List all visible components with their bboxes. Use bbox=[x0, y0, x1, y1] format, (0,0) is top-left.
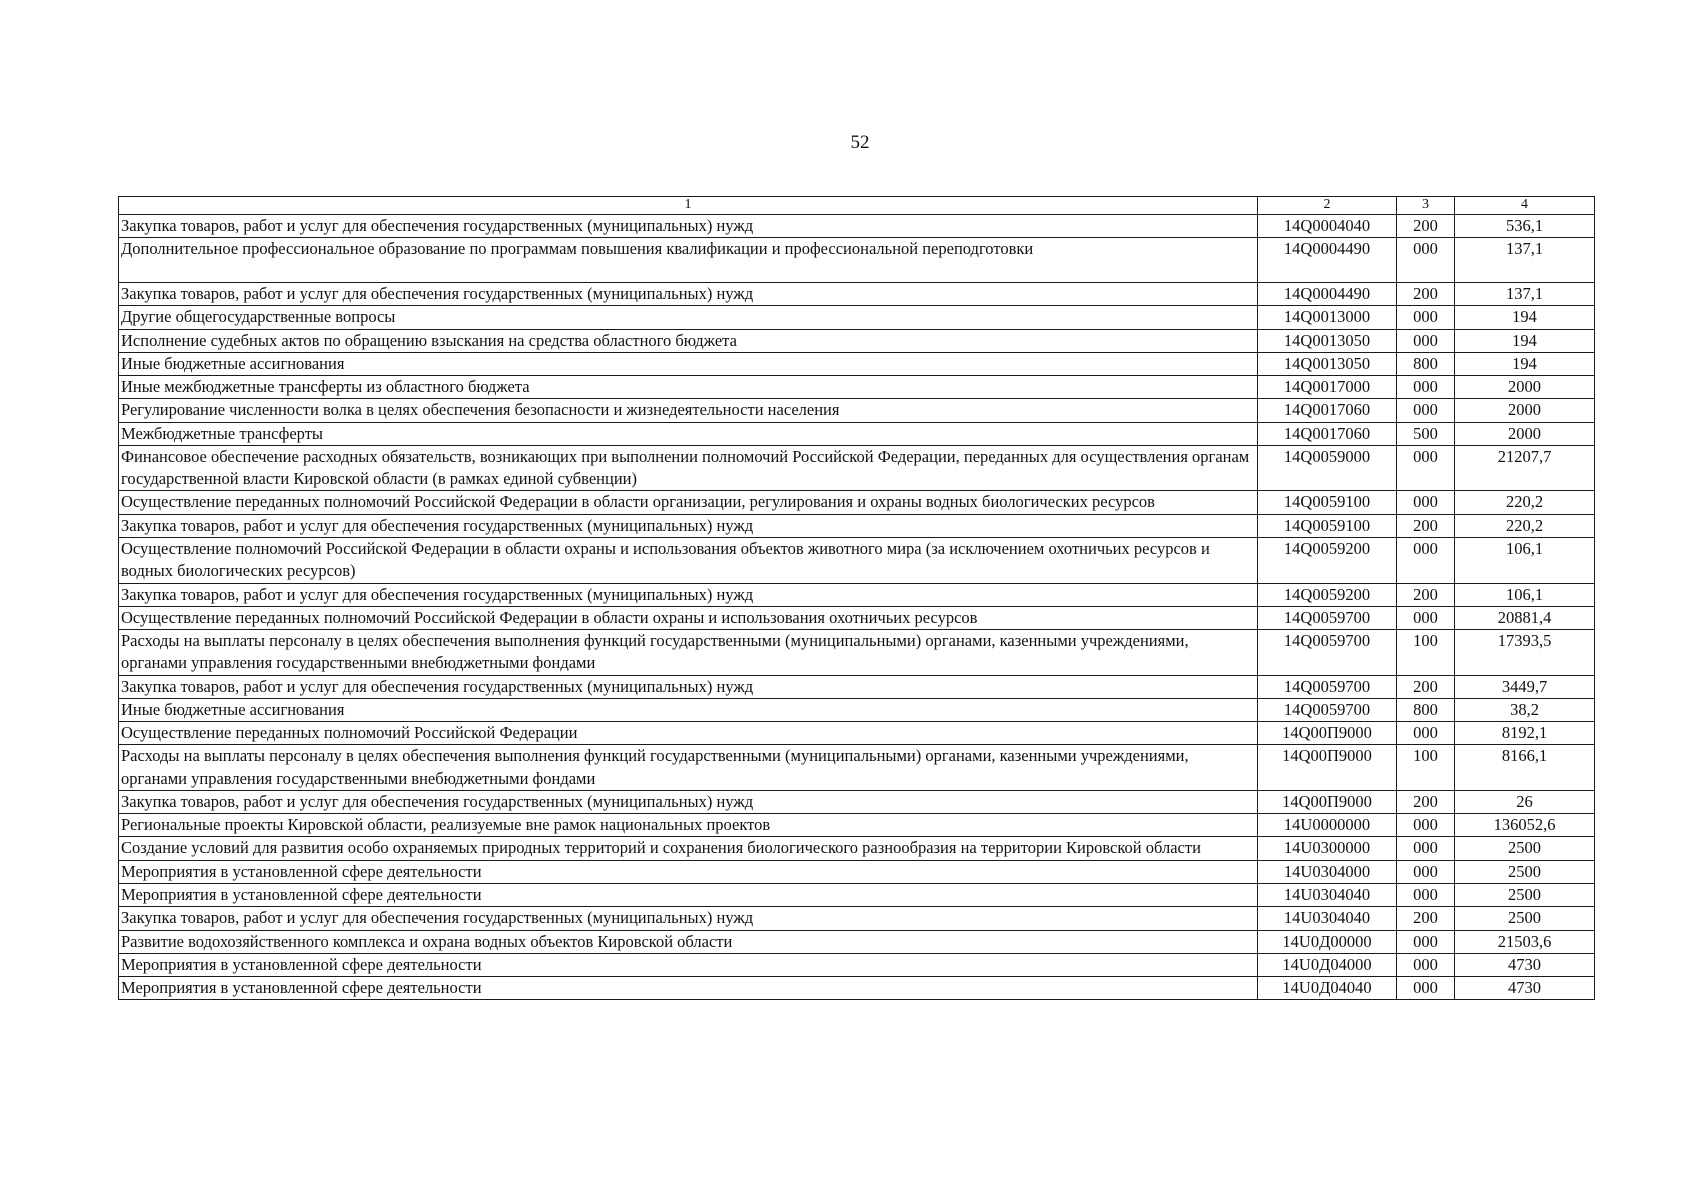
row-type-cell: 000 bbox=[1397, 329, 1455, 352]
row-name-cell: Закупка товаров, работ и услуг для обеспечения государственных (муниципальных) нужд bbox=[119, 214, 1258, 237]
row-amount-cell: 536,1 bbox=[1455, 214, 1595, 237]
row-code-cell: 14U0Д00000 bbox=[1258, 930, 1397, 953]
page-number: 52 bbox=[850, 132, 870, 153]
row-amount-cell: 194 bbox=[1455, 329, 1595, 352]
row-code-cell: 14Q0059200 bbox=[1258, 583, 1397, 606]
row-type-cell: 200 bbox=[1397, 790, 1455, 813]
table-row bbox=[119, 283, 1595, 306]
row-type-cell: 000 bbox=[1397, 606, 1455, 629]
row-code-cell: 14Q00П9000 bbox=[1258, 745, 1397, 791]
row-name-cell: Закупка товаров, работ и услуг для обеспечения государственных (муниципальных) нужд bbox=[119, 790, 1258, 813]
table-row bbox=[119, 860, 1595, 883]
table-row bbox=[119, 583, 1595, 606]
table-row bbox=[119, 977, 1595, 1000]
row-type-cell: 000 bbox=[1397, 399, 1455, 422]
table-row bbox=[119, 883, 1595, 906]
row-type-cell: 800 bbox=[1397, 698, 1455, 721]
row-amount-cell: 2000 bbox=[1455, 376, 1595, 399]
row-name-cell: Развитие водохозяйственного комплекса и охрана водных объектов Кировской области bbox=[119, 930, 1258, 953]
column-header-amount: 4 bbox=[1455, 197, 1595, 215]
row-name-cell: Мероприятия в установленной сфере деятельности bbox=[119, 860, 1258, 883]
row-name-cell: Другие общегосударственные вопросы bbox=[119, 306, 1258, 329]
row-name-cell: Мероприятия в установленной сфере деятельности bbox=[119, 953, 1258, 976]
row-type-cell: 000 bbox=[1397, 491, 1455, 514]
row-amount-cell: 17393,5 bbox=[1455, 630, 1595, 676]
table-row bbox=[119, 790, 1595, 813]
table-row bbox=[119, 630, 1595, 676]
table-row bbox=[119, 930, 1595, 953]
row-type-cell: 000 bbox=[1397, 376, 1455, 399]
row-name-cell: Осуществление переданных полномочий Российской Федерации в области охраны и использования охотничьих ресурсов bbox=[119, 606, 1258, 629]
row-name-cell: Региональные проекты Кировской области, реализуемые вне рамок национальных проектов bbox=[119, 814, 1258, 837]
row-code-cell: 14Q0059700 bbox=[1258, 698, 1397, 721]
row-code-cell: 14Q0004490 bbox=[1258, 283, 1397, 306]
row-type-cell: 000 bbox=[1397, 238, 1455, 283]
table-row bbox=[119, 537, 1595, 583]
row-name-cell: Финансовое обеспечение расходных обязательств, возникающих при выполнении полномочий Российской Федерации, переданных для осуществления органам государственной власти Кировской области (в рамках единой субвенции) bbox=[119, 445, 1258, 491]
table-row bbox=[119, 445, 1595, 491]
row-name-cell: Закупка товаров, работ и услуг для обеспечения государственных (муниципальных) нужд bbox=[119, 675, 1258, 698]
row-amount-cell: 3449,7 bbox=[1455, 675, 1595, 698]
table-row bbox=[119, 376, 1595, 399]
row-type-cell: 200 bbox=[1397, 283, 1455, 306]
row-amount-cell: 106,1 bbox=[1455, 537, 1595, 583]
table-row bbox=[119, 837, 1595, 860]
row-amount-cell: 136052,6 bbox=[1455, 814, 1595, 837]
row-amount-cell: 4730 bbox=[1455, 953, 1595, 976]
row-amount-cell: 2000 bbox=[1455, 399, 1595, 422]
row-code-cell: 14Q0059700 bbox=[1258, 630, 1397, 676]
row-code-cell: 14U0300000 bbox=[1258, 837, 1397, 860]
row-code-cell: 14U0Д04040 bbox=[1258, 977, 1397, 1000]
row-code-cell: 14U0304040 bbox=[1258, 883, 1397, 906]
row-name-cell: Закупка товаров, работ и услуг для обеспечения государственных (муниципальных) нужд bbox=[119, 514, 1258, 537]
table-row bbox=[119, 907, 1595, 930]
row-name-cell: Закупка товаров, работ и услуг для обеспечения государственных (муниципальных) нужд bbox=[119, 583, 1258, 606]
budget-table bbox=[118, 196, 1595, 1000]
row-amount-cell: 2500 bbox=[1455, 883, 1595, 906]
row-name-cell: Мероприятия в установленной сфере деятельности bbox=[119, 977, 1258, 1000]
table-row bbox=[119, 422, 1595, 445]
row-code-cell: 14Q0059000 bbox=[1258, 445, 1397, 491]
row-code-cell: 14U0304040 bbox=[1258, 907, 1397, 930]
column-header-name: 1 bbox=[119, 197, 1258, 215]
column-header-code: 2 bbox=[1258, 197, 1397, 215]
table-row bbox=[119, 814, 1595, 837]
row-amount-cell: 220,2 bbox=[1455, 514, 1595, 537]
row-type-cell: 200 bbox=[1397, 214, 1455, 237]
row-name-cell: Дополнительное профессиональное образование по программам повышения квалификации и профессиональной переподготовки bbox=[119, 238, 1258, 283]
row-type-cell: 000 bbox=[1397, 883, 1455, 906]
row-amount-cell: 4730 bbox=[1455, 977, 1595, 1000]
row-type-cell: 000 bbox=[1397, 837, 1455, 860]
table-row bbox=[119, 606, 1595, 629]
row-type-cell: 000 bbox=[1397, 445, 1455, 491]
row-name-cell: Иные межбюджетные трансферты из областного бюджета bbox=[119, 376, 1258, 399]
row-amount-cell: 137,1 bbox=[1455, 283, 1595, 306]
table-row bbox=[119, 238, 1595, 283]
table-row bbox=[119, 399, 1595, 422]
row-code-cell: 14Q0059100 bbox=[1258, 514, 1397, 537]
row-amount-cell: 220,2 bbox=[1455, 491, 1595, 514]
row-name-cell: Осуществление переданных полномочий Российской Федерации bbox=[119, 722, 1258, 745]
table-row bbox=[119, 745, 1595, 791]
row-amount-cell: 2000 bbox=[1455, 422, 1595, 445]
table-row bbox=[119, 698, 1595, 721]
row-type-cell: 200 bbox=[1397, 675, 1455, 698]
row-amount-cell: 21503,6 bbox=[1455, 930, 1595, 953]
row-name-cell: Закупка товаров, работ и услуг для обеспечения государственных (муниципальных) нужд bbox=[119, 283, 1258, 306]
row-amount-cell: 194 bbox=[1455, 352, 1595, 375]
row-type-cell: 100 bbox=[1397, 630, 1455, 676]
table-row bbox=[119, 329, 1595, 352]
row-name-cell: Иные бюджетные ассигнования bbox=[119, 698, 1258, 721]
row-code-cell: 14Q0013000 bbox=[1258, 306, 1397, 329]
row-name-cell: Закупка товаров, работ и услуг для обеспечения государственных (муниципальных) нужд bbox=[119, 907, 1258, 930]
row-code-cell: 14Q0017060 bbox=[1258, 399, 1397, 422]
row-amount-cell: 21207,7 bbox=[1455, 445, 1595, 491]
row-code-cell: 14Q0004490 bbox=[1258, 238, 1397, 283]
row-code-cell: 14U0304000 bbox=[1258, 860, 1397, 883]
row-type-cell: 000 bbox=[1397, 306, 1455, 329]
row-amount-cell: 38,2 bbox=[1455, 698, 1595, 721]
row-name-cell: Осуществление полномочий Российской Федерации в области охраны и использования объектов животного мира (за исключением охотничьих ресурсов и водных биологических ресурсов) bbox=[119, 537, 1258, 583]
row-type-cell: 200 bbox=[1397, 907, 1455, 930]
row-code-cell: 14Q00П9000 bbox=[1258, 790, 1397, 813]
row-type-cell: 800 bbox=[1397, 352, 1455, 375]
table-row bbox=[119, 675, 1595, 698]
row-code-cell: 14Q0013050 bbox=[1258, 329, 1397, 352]
row-name-cell: Расходы на выплаты персоналу в целях обеспечения выполнения функций государственными (муниципальными) органами, казенными учреждениями, органами управления государственными внебюджетными фондами bbox=[119, 745, 1258, 791]
row-amount-cell: 106,1 bbox=[1455, 583, 1595, 606]
row-amount-cell: 194 bbox=[1455, 306, 1595, 329]
row-amount-cell: 20881,4 bbox=[1455, 606, 1595, 629]
row-code-cell: 14Q0004040 bbox=[1258, 214, 1397, 237]
table-header-row bbox=[119, 197, 1595, 215]
table-row bbox=[119, 514, 1595, 537]
row-amount-cell: 2500 bbox=[1455, 837, 1595, 860]
row-type-cell: 000 bbox=[1397, 930, 1455, 953]
row-code-cell: 14Q0017000 bbox=[1258, 376, 1397, 399]
row-name-cell: Мероприятия в установленной сфере деятельности bbox=[119, 883, 1258, 906]
row-type-cell: 000 bbox=[1397, 860, 1455, 883]
table-row bbox=[119, 214, 1595, 237]
table-row bbox=[119, 491, 1595, 514]
row-amount-cell: 2500 bbox=[1455, 907, 1595, 930]
row-code-cell: 14Q00П9000 bbox=[1258, 722, 1397, 745]
row-code-cell: 14U0000000 bbox=[1258, 814, 1397, 837]
row-code-cell: 14Q0017060 bbox=[1258, 422, 1397, 445]
row-name-cell: Осуществление переданных полномочий Российской Федерации в области организации, регулирования и охраны водных биологических ресурсов bbox=[119, 491, 1258, 514]
row-type-cell: 500 bbox=[1397, 422, 1455, 445]
row-name-cell: Создание условий для развития особо охраняемых природных территорий и сохранения биологического разнообразия на территории Кировской области bbox=[119, 837, 1258, 860]
row-type-cell: 000 bbox=[1397, 953, 1455, 976]
table-row bbox=[119, 352, 1595, 375]
row-name-cell: Межбюджетные трансферты bbox=[119, 422, 1258, 445]
table-row bbox=[119, 953, 1595, 976]
row-type-cell: 000 bbox=[1397, 537, 1455, 583]
row-name-cell: Расходы на выплаты персоналу в целях обеспечения выполнения функций государственными (муниципальными) органами, казенными учреждениями, органами управления государственными внебюджетными фондами bbox=[119, 630, 1258, 676]
row-code-cell: 14Q0059100 bbox=[1258, 491, 1397, 514]
row-amount-cell: 2500 bbox=[1455, 860, 1595, 883]
row-amount-cell: 8192,1 bbox=[1455, 722, 1595, 745]
table-body bbox=[119, 214, 1595, 1000]
row-amount-cell: 8166,1 bbox=[1455, 745, 1595, 791]
row-code-cell: 14U0Д04000 bbox=[1258, 953, 1397, 976]
row-type-cell: 000 bbox=[1397, 977, 1455, 1000]
row-type-cell: 000 bbox=[1397, 814, 1455, 837]
table-row bbox=[119, 722, 1595, 745]
row-type-cell: 100 bbox=[1397, 745, 1455, 791]
row-amount-cell: 137,1 bbox=[1455, 238, 1595, 283]
row-name-cell: Иные бюджетные ассигнования bbox=[119, 352, 1258, 375]
table-row bbox=[119, 306, 1595, 329]
row-amount-cell: 26 bbox=[1455, 790, 1595, 813]
row-name-cell: Исполнение судебных актов по обращению взыскания на средства областного бюджета bbox=[119, 329, 1258, 352]
row-type-cell: 200 bbox=[1397, 583, 1455, 606]
row-code-cell: 14Q0059700 bbox=[1258, 675, 1397, 698]
row-code-cell: 14Q0059200 bbox=[1258, 537, 1397, 583]
row-type-cell: 000 bbox=[1397, 722, 1455, 745]
row-type-cell: 200 bbox=[1397, 514, 1455, 537]
row-name-cell: Регулирование численности волка в целях обеспечения безопасности и жизнедеятельности населения bbox=[119, 399, 1258, 422]
column-header-type: 3 bbox=[1397, 197, 1455, 215]
row-code-cell: 14Q0013050 bbox=[1258, 352, 1397, 375]
row-code-cell: 14Q0059700 bbox=[1258, 606, 1397, 629]
